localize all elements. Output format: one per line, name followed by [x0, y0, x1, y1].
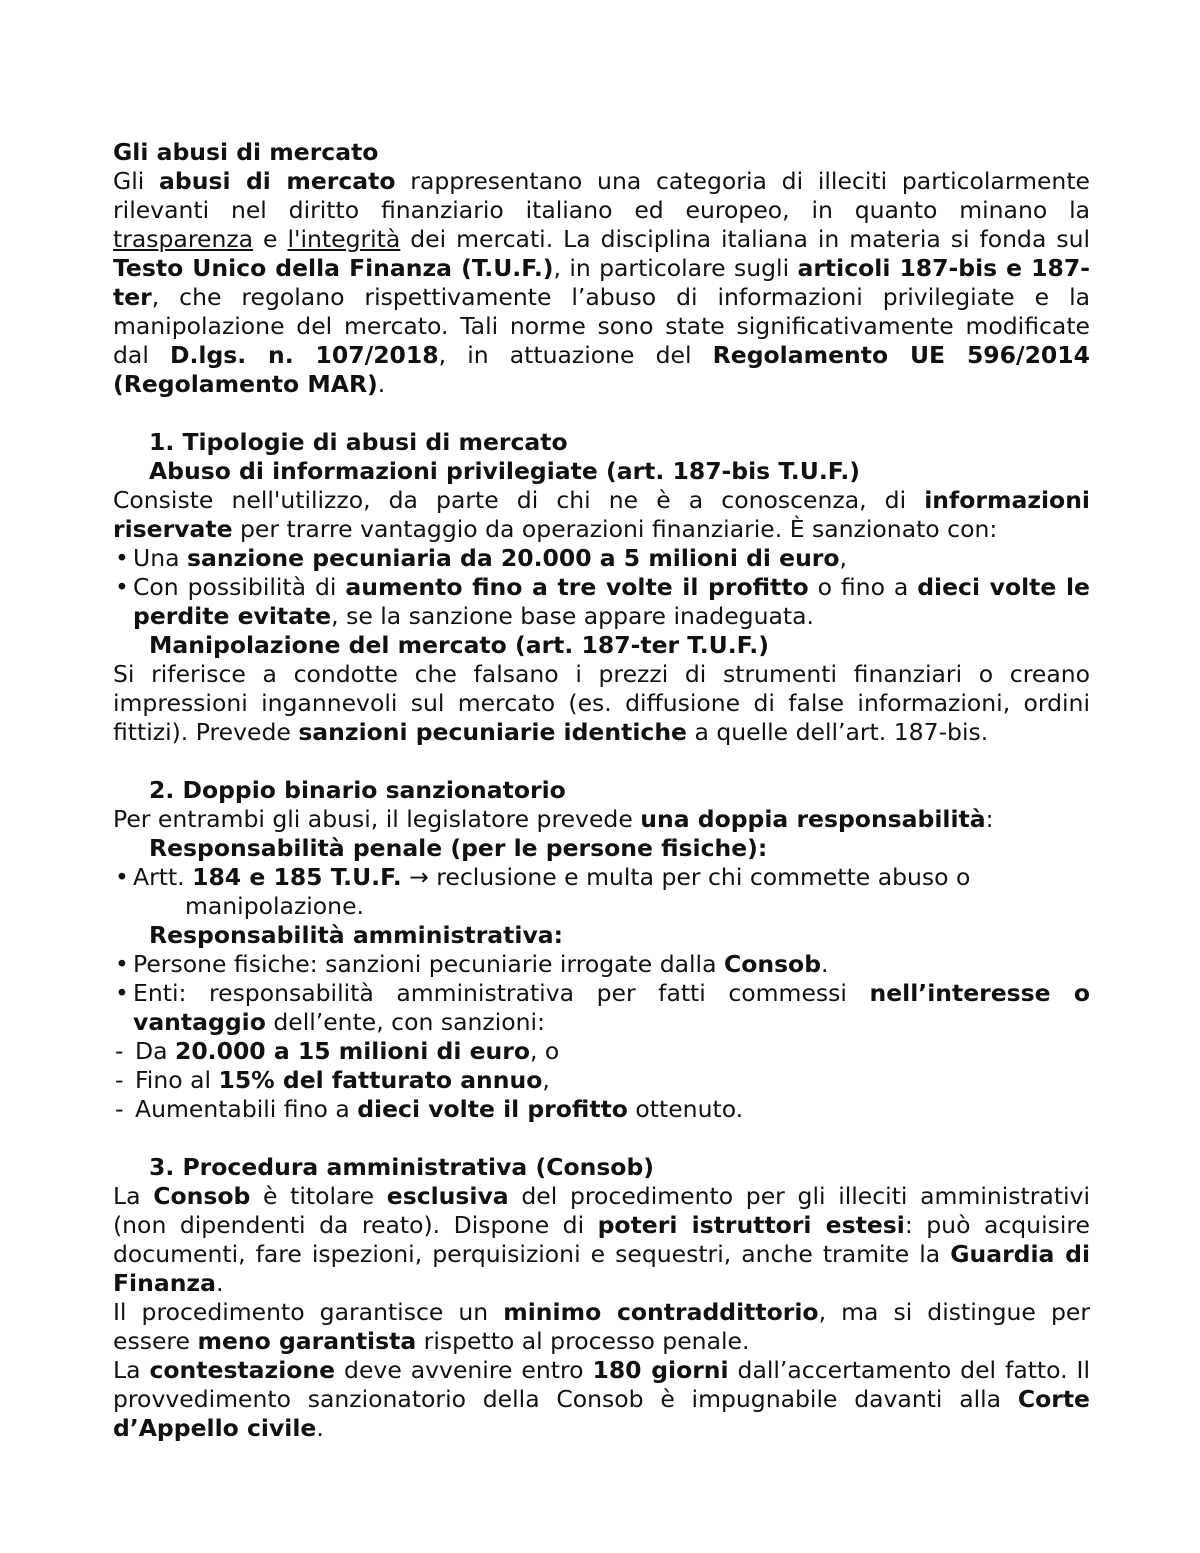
- section-1-bullet-list: [113, 544, 1090, 631]
- list-item: • Persone fisiche: sanzioni pecuniarie irrogate dalla Consob.: [113, 950, 1090, 979]
- intro-paragraph: Gli abusi di mercato rappresentano una categoria di illeciti particolarmente rilevanti nel diritto finanziario italiano ed europeo, in quanto minano la trasparenza e l'integrità dei mercati. La disciplina italiana in materia si fonda sul Testo Unico della Finanza (T.U.F.), in particolare sugli articoli 187-bis e 187-ter, che regolano rispettivamente l’abuso di informazioni privilegiate e la manipolazione del mercato. Tali norme sono state significativamente modificate dal D.lgs. n. 107/2018, in attuazione del Regolamento UE 596/2014 (Regolamento MAR).: [113, 167, 1091, 398]
- section-2-heading: 2. Doppio binario sanzionatorio: [149, 776, 566, 804]
- list-item: • Una sanzione pecuniaria da 20.000 a 5 milioni di euro,: [113, 544, 1090, 573]
- section-2-subheading-administrative: Responsabilità amministrativa:: [149, 921, 564, 949]
- document-page: [113, 138, 1090, 1443]
- section-3-heading: 3. Procedura amministrativa (Consob): [149, 1153, 655, 1181]
- section-2-paragraph: Per entrambi gli abusi, il legislatore prevede una doppia responsabilità:: [113, 805, 994, 833]
- list-item: - Fino al 15% del fatturato annuo,: [113, 1066, 1090, 1095]
- section-1-heading: 1. Tipologie di abusi di mercato: [149, 428, 568, 456]
- section-2-penal-list: [113, 863, 1090, 921]
- section-1-paragraph-manipulation: Si riferisce a condotte che falsano i prezzi di strumenti finanziari o creano impressioni ingannevoli sul mercato (es. diffusione di false informazioni, ordini fittizi). Prevede sanzioni pecuniarie identiche a quelle dell’art. 187-bis.: [113, 660, 1090, 746]
- list-item: • Con possibilità di aumento fino a tre volte il profitto o fino a dieci volte le perdite evitate, se la sanzione base appare inadeguata.: [113, 573, 1090, 631]
- list-item: • Enti: responsabilità amministrativa per fatti commessi nell’interesse o vantaggio dell’ente, con sanzioni:: [113, 979, 1090, 1037]
- document-title: Gli abusi di mercato: [113, 138, 379, 166]
- section-2-administrative-list: [113, 950, 1090, 1037]
- list-item: - Aumentabili fino a dieci volte il profitto ottenuto.: [113, 1095, 1090, 1124]
- list-item: - Da 20.000 a 15 milioni di euro, o: [113, 1037, 1090, 1066]
- section-1-paragraph-insider: Consiste nell'utilizzo, da parte di chi ne è a conoscenza, di informazioni riservate per trarre vantaggio da operazioni finanziarie. È sanzionato con:: [113, 486, 1090, 543]
- section-1-subheading-insider: Abuso di informazioni privilegiate (art. 187-bis T.U.F.): [149, 457, 861, 485]
- section-2-subheading-penal: Responsabilità penale (per le persone fisiche):: [149, 834, 768, 862]
- list-item: • Artt. 184 e 185 T.U.F. → reclusione e multa per chi commette abuso o manipolazione.: [113, 863, 1090, 921]
- section-3-paragraph-3: La contestazione deve avvenire entro 180 giorni dall’accertamento del fatto. Il provvedimento sanzionatorio della Consob è impugnabile davanti alla Corte d’Appello civile.: [113, 1356, 1090, 1442]
- section-2-sanctions-list: [113, 1037, 1090, 1124]
- section-3-paragraph-2: Il procedimento garantisce un minimo contraddittorio, ma si distingue per essere meno garantista rispetto al processo penale.: [113, 1298, 1090, 1355]
- section-3-paragraph-1: La Consob è titolare esclusiva del procedimento per gli illeciti amministrativi (non dipendenti da reato). Dispone di poteri istruttori estesi: può acquisire documenti, fare ispezioni, perquisizioni e sequestri, anche tramite la Guardia di Finanza.: [113, 1182, 1091, 1297]
- section-1-subheading-manipulation: Manipolazione del mercato (art. 187-ter T.U.F.): [149, 631, 769, 659]
